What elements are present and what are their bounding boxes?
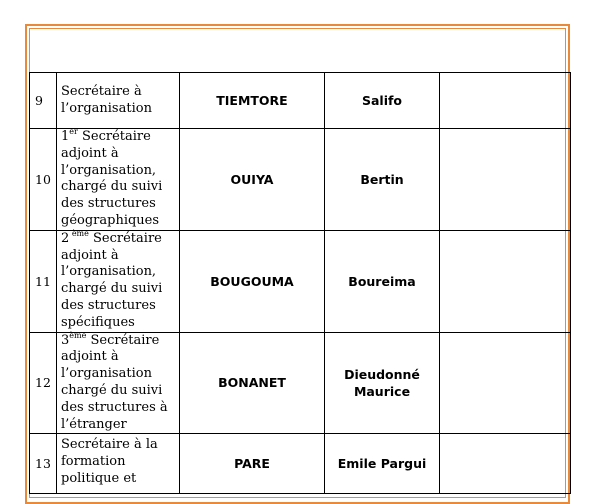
- role-text: géographiques: [61, 212, 160, 228]
- role-line: [61, 437, 179, 454]
- empty-cell: [440, 332, 571, 434]
- role-text: l’organisation: [61, 100, 152, 116]
- first-name-cell: [325, 230, 440, 332]
- role-text: spécifiques: [61, 314, 135, 330]
- role-line: [61, 330, 179, 350]
- table-row: [30, 73, 571, 129]
- role-text: chargé du suivi: [61, 382, 163, 398]
- officers-table-body: [30, 73, 571, 494]
- role-text: chargé du suivi: [61, 179, 163, 195]
- role-text: l’étranger: [61, 416, 127, 432]
- row-number: 13: [30, 434, 57, 494]
- role-ordinal-suffix: ème: [69, 228, 89, 238]
- table-row: [30, 230, 571, 332]
- first-name-line: Dieudonné: [344, 366, 420, 382]
- role-text: l’organisation,: [61, 162, 157, 178]
- role-text: Secrétaire à la: [61, 437, 158, 453]
- role-cell: [57, 129, 180, 231]
- role-line: [61, 264, 179, 281]
- role-line: [61, 281, 179, 298]
- first-name-cell: [325, 73, 440, 129]
- role-text: des structures: [61, 297, 156, 313]
- role-text: Secrétaire: [86, 332, 160, 348]
- row-number: 12: [30, 332, 57, 434]
- role-line: [61, 315, 179, 332]
- last-name-cell: TIEMTORE: [180, 73, 325, 129]
- role-line: [61, 101, 179, 118]
- first-name-line: Emile Pargui: [337, 456, 427, 472]
- first-name-cell: [325, 434, 440, 494]
- role-text: Secrétaire: [88, 230, 162, 246]
- last-name-cell: PARE: [180, 434, 325, 494]
- role-text: l’organisation,: [61, 264, 157, 280]
- row-number: 10: [30, 129, 57, 231]
- role-line: [61, 179, 179, 196]
- role-line: [61, 84, 179, 101]
- role-ordinal-suffix: ème: [69, 330, 87, 340]
- role-line: [61, 129, 179, 146]
- table-row: [30, 129, 571, 231]
- row-number: 9: [30, 73, 57, 129]
- table-row: [30, 332, 571, 434]
- role-line: [61, 471, 179, 488]
- table-row: [30, 434, 571, 494]
- role-line: [61, 213, 179, 230]
- role-text: des structures: [61, 196, 156, 212]
- role-line: [61, 454, 179, 471]
- role-line: [61, 349, 179, 366]
- role-line: [61, 366, 179, 383]
- role-text: l’organisation: [61, 366, 152, 382]
- role-ordinal: 3: [61, 332, 70, 348]
- first-name-cell: [325, 129, 440, 231]
- last-name-cell: BONANET: [180, 332, 325, 434]
- first-name-cell: [325, 332, 440, 434]
- role-line: [61, 228, 179, 248]
- first-name-line: Bertin: [360, 171, 404, 187]
- row-number: 11: [30, 230, 57, 332]
- role-line: [61, 248, 179, 265]
- last-name-cell: OUIYA: [180, 129, 325, 231]
- role-ordinal-suffix: er: [69, 127, 78, 136]
- role-line: [61, 163, 179, 180]
- role-text: des structures à: [61, 399, 168, 415]
- first-name-line: Maurice: [353, 383, 411, 399]
- empty-cell: [440, 434, 571, 494]
- role-ordinal: 1: [61, 129, 70, 144]
- empty-cell: [440, 73, 571, 129]
- role-text: Secrétaire à: [61, 83, 142, 99]
- role-cell: [57, 230, 180, 332]
- role-text: Secrétaire: [77, 129, 151, 144]
- role-cell: [57, 73, 180, 129]
- role-cell: [57, 434, 180, 494]
- first-name-line: Salifo: [361, 93, 403, 108]
- role-text: adjoint à: [61, 349, 119, 365]
- last-name-cell: BOUGOUMA: [180, 230, 325, 332]
- role-text: politique et: [61, 470, 137, 486]
- role-line: [61, 298, 179, 315]
- role-line: [61, 383, 179, 400]
- role-text: formation: [61, 454, 126, 470]
- officers-table: [29, 72, 571, 494]
- empty-cell: [440, 129, 571, 231]
- first-name-line: Boureima: [348, 273, 416, 289]
- role-line: [61, 146, 179, 163]
- role-cell: [57, 332, 180, 434]
- role-ordinal: 2: [61, 230, 70, 246]
- empty-cell: [440, 230, 571, 332]
- role-line: [61, 417, 179, 434]
- role-text: adjoint à: [61, 145, 119, 161]
- role-text: adjoint à: [61, 247, 119, 263]
- role-line: [61, 196, 179, 213]
- role-line: [61, 400, 179, 417]
- role-text: chargé du suivi: [61, 281, 163, 297]
